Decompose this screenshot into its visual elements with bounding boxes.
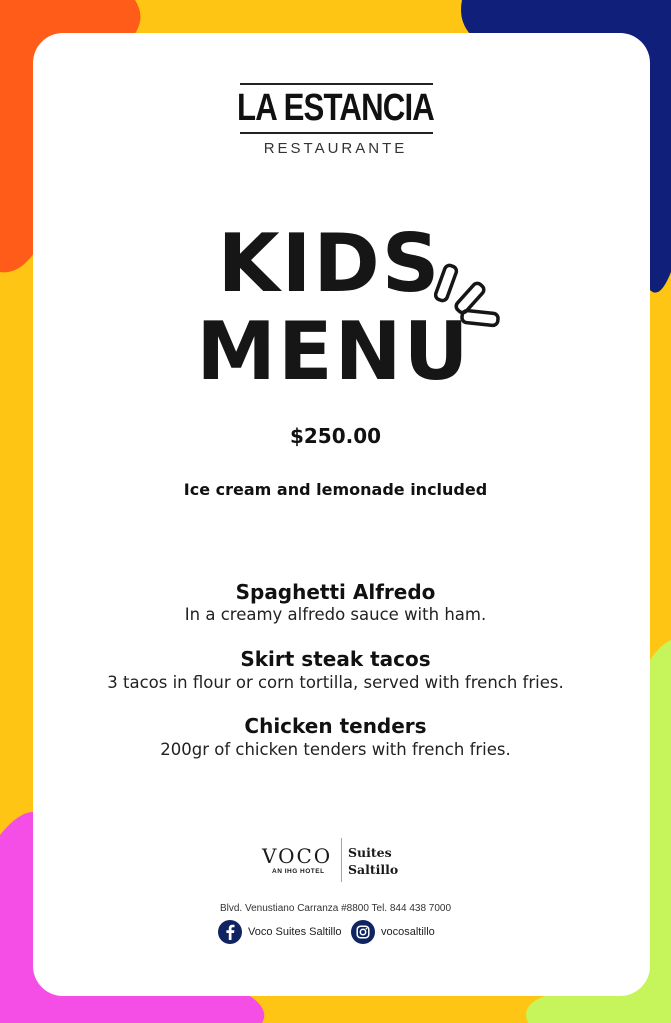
restaurant-subtitle: RESTAURANTE — [263, 140, 408, 157]
hotel-address: Blvd. Venustiano Carranza #8800 Tel. 844 438 7000 — [219, 903, 452, 914]
facebook-link[interactable] — [218, 920, 342, 944]
hotel-tagline: AN IHG HOTEL — [272, 868, 325, 875]
restaurant-name: LA ESTANCIA — [237, 87, 434, 129]
hero-title-line-1: KIDS — [217, 217, 442, 310]
top-rule — [240, 83, 433, 85]
instagram-icon — [351, 920, 375, 944]
menu-price: $250.00 — [289, 424, 382, 448]
facebook-label: Voco Suites Saltillo — [248, 926, 342, 938]
included-note: Ice cream and lemonade included — [183, 480, 488, 499]
hotel-name: VOCO — [262, 844, 333, 868]
facebook-icon — [218, 920, 242, 944]
item-description: In a creamy alfredo sauce with ham. — [184, 605, 487, 624]
item-name: Skirt steak tacos — [240, 647, 431, 671]
item-name: Spaghetti Alfredo — [235, 580, 436, 604]
hotel-location-line-1: Suites — [348, 845, 392, 860]
item-description: 3 tacos in flour or corn tortilla, served with french fries. — [107, 673, 564, 692]
instagram-label: vocosaltillo — [381, 926, 435, 938]
logo-divider — [341, 838, 342, 882]
hotel-location — [348, 844, 398, 878]
item-name: Chicken tenders — [244, 714, 427, 738]
hotel-location-line-2: Saltillo — [348, 862, 399, 877]
bottom-rule — [240, 132, 433, 134]
instagram-link[interactable] — [351, 920, 435, 944]
sparkle-icon — [434, 255, 506, 335]
hotel-logo — [262, 838, 422, 882]
item-description: 200gr of chicken tenders with french fries. — [160, 740, 511, 759]
hero-title-line-2: MENU — [196, 305, 471, 398]
